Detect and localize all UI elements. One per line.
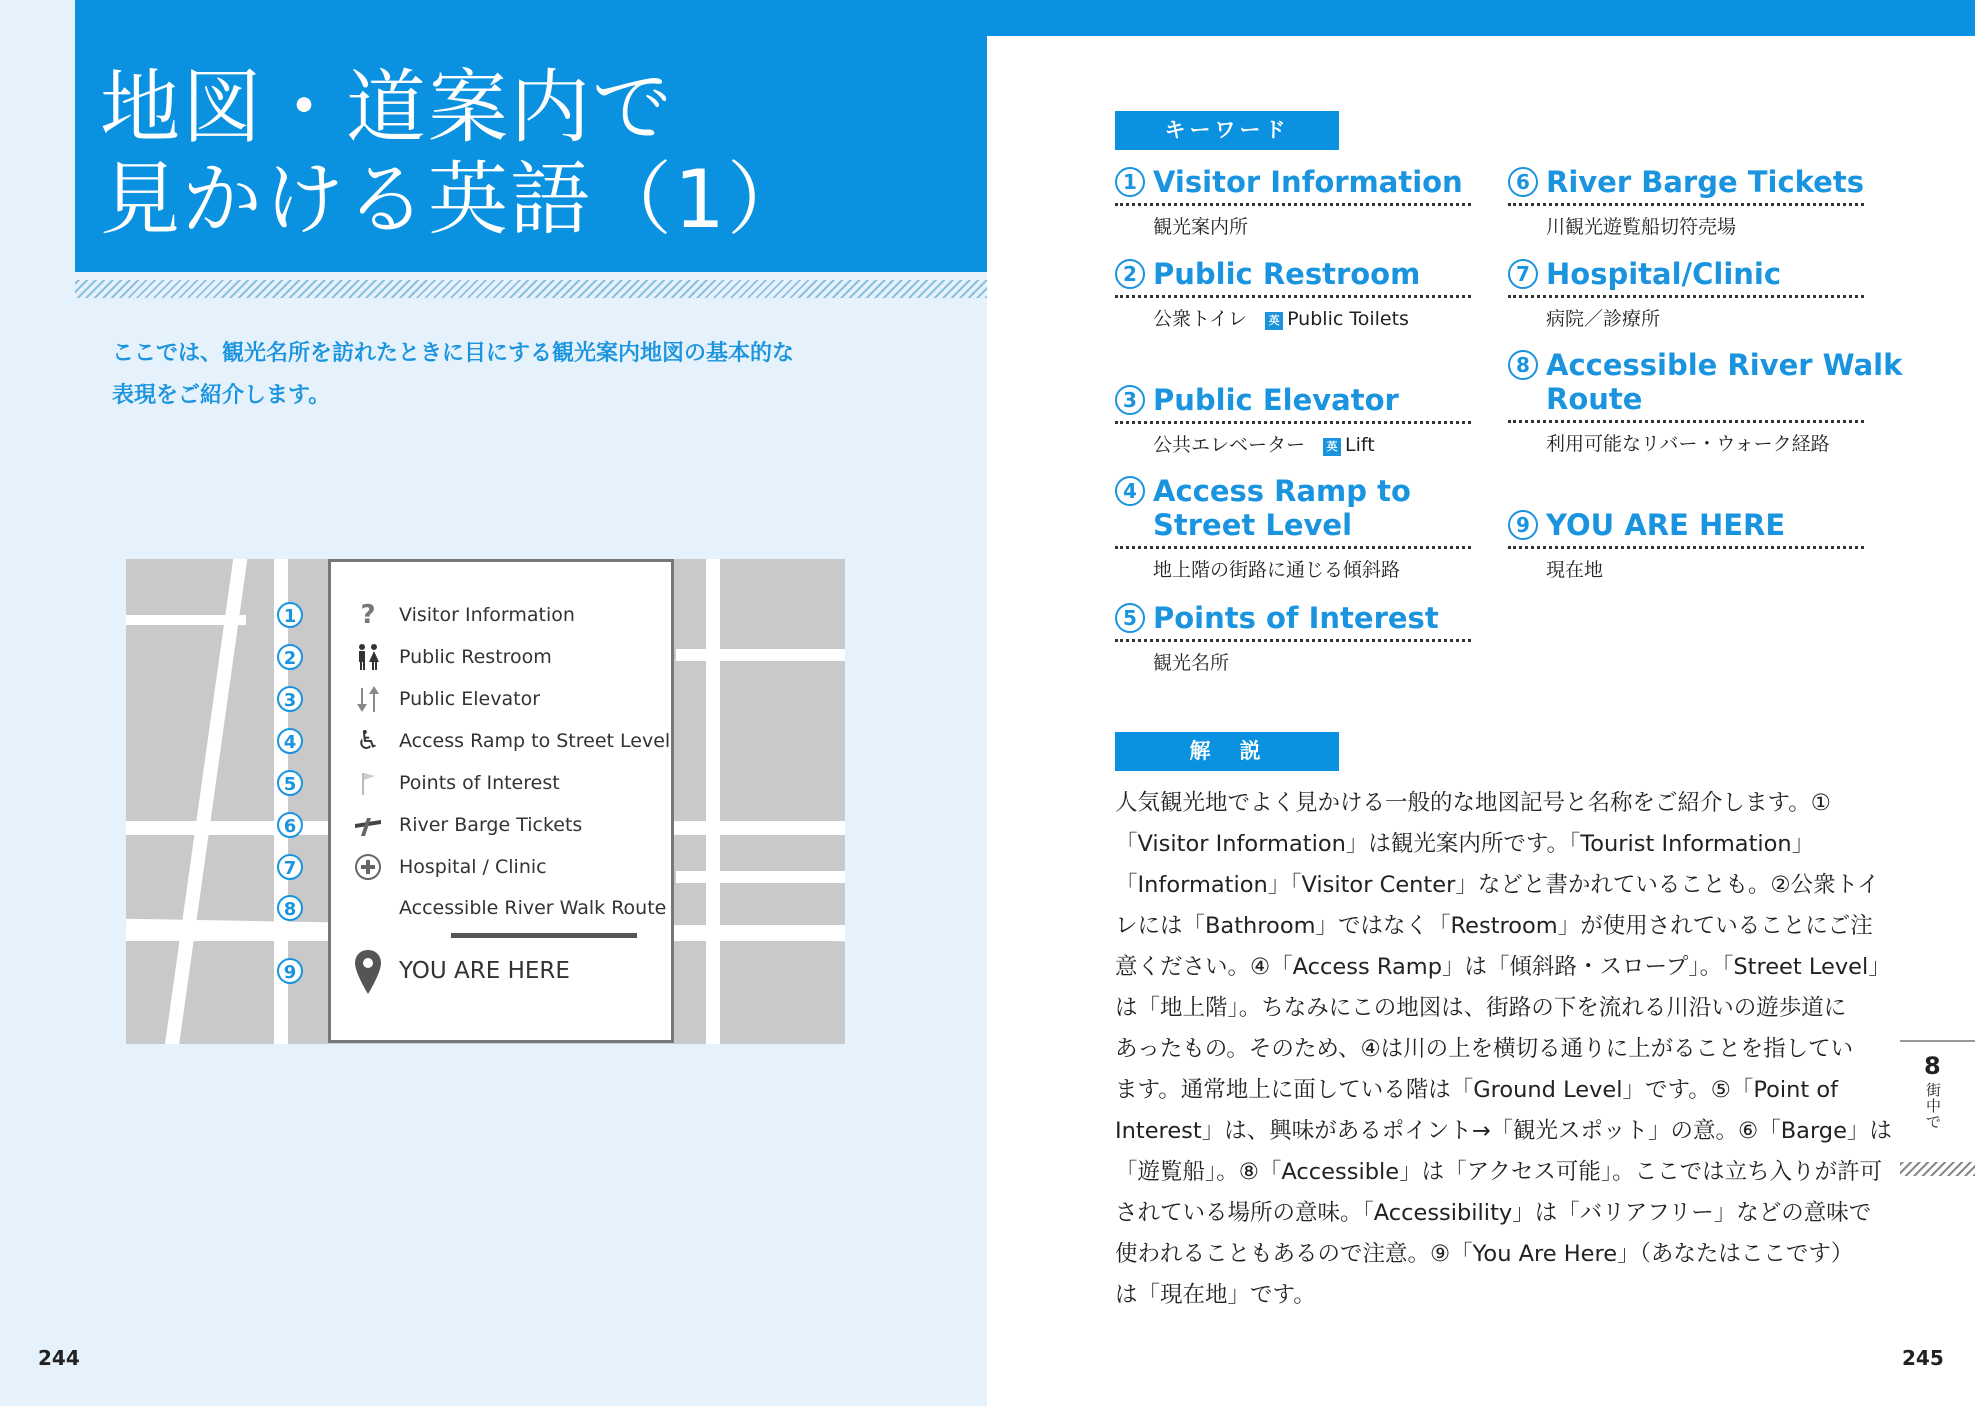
keyword-english: Visitor Information [1153,165,1463,199]
keyword-header: キーワード [1115,111,1339,150]
commentary-line: 「Information」「Visitor Center」などと書かれていることも。②公衆トイ [1115,872,1880,898]
legend-label: River Barge Tickets [399,814,583,836]
keyword-japanese: 観光名所 [1153,652,1230,674]
keyword-alt-english: Lift [1345,434,1375,456]
commentary-line: 「遊覧船」。⑧「Accessible」は「アクセス可能」。ここでは立ち入りが許可 [1115,1159,1883,1185]
map-legend [283,559,674,1043]
keyword-number: 8 [1508,350,1538,380]
medical-cross-icon [353,852,383,882]
legend-number-9: 9 [277,958,303,984]
commentary-line: 人気観光地でよく見かける一般的な地図記号と名称をご紹介します。① [1115,790,1831,816]
keyword-number: 9 [1508,510,1538,540]
legend-number-2: 2 [277,644,303,670]
keyword-number: 5 [1115,603,1145,633]
dotted-rule [1508,420,1864,423]
commentary-line: 使われることもあるので注意。⑨「You Are Here」（あなたはここです） [1115,1241,1854,1267]
keyword-number: 4 [1115,476,1145,506]
keyword-japanese: 地上階の街路に通じる傾斜路 [1153,559,1401,581]
english-alt-marker: 英 [1265,312,1283,330]
keyword-english: River Barge Tickets [1546,165,1864,199]
wheelchair-icon: ♿ [356,726,380,756]
keyword-english: YOU ARE HERE [1546,508,1786,542]
dotted-rule [1508,295,1864,298]
chapter-tab-rule [1900,1040,1975,1042]
keyword-english: Accessible River Walk [1546,348,1903,382]
keyword-entry-9 [1508,508,1864,582]
dotted-rule [1115,639,1471,642]
commentary-line: は「現在地」です。 [1115,1282,1316,1308]
legend-label: Points of Interest [399,772,560,794]
legend-number-6: 6 [277,812,303,838]
keyword-english-line-2: Route [1546,382,1643,416]
commentary-line: レには「Bathroom」ではなく「Restroom」が使用されていることにご注 [1115,913,1873,939]
intro-text-line-1: ここでは、観光名所を訪れたときに目にする観光案内地図の基本的な [112,341,795,366]
commentary-line: されている場所の意味。「Accessibility」は「バリアフリー」などの意味で [1115,1200,1872,1226]
title-hatch-divider [75,280,987,298]
question-mark-icon: ? [360,600,376,630]
keyword-entry-6 [1508,165,1864,239]
legend-label: Access Ramp to Street Level [399,730,671,752]
keyword-english: Points of Interest [1153,601,1439,635]
map-road [676,871,845,883]
keyword-japanese: 公共エレベーター [1153,434,1306,456]
legend-label: Public Restroom [399,646,552,668]
keyword-english: Hospital/Clinic [1546,257,1782,291]
legend-number-4: 4 [277,728,303,754]
legend-label: Visitor Information [399,604,575,626]
keyword-entry-1 [1115,165,1471,239]
keyword-japanese: 現在地 [1546,559,1604,581]
keyword-japanese: 病院／診療所 [1546,308,1661,330]
keyword-japanese: 観光案内所 [1153,216,1249,238]
keyword-entry-4 [1115,474,1471,582]
commentary-line: ます。通常地上に面している階は「Ground Level」です。⑤「Point of [1115,1077,1839,1103]
keyword-number: 1 [1115,167,1145,197]
map-road [676,649,845,661]
map-road [158,559,250,1044]
dotted-rule [1115,295,1471,298]
page-title-line-1: 地図・道案内で [100,61,674,154]
keyword-japanese: 川観光遊覧船切符売場 [1546,216,1737,238]
keyword-english-line-2: Street Level [1153,508,1353,542]
dotted-rule [1508,546,1864,549]
legend-label: YOU ARE HERE [399,958,570,984]
map-pin-icon [353,948,383,996]
legend-number-3: 3 [277,686,303,712]
commentary-header: 解 説 [1115,732,1339,771]
flag-icon [353,768,383,798]
legend-number-7: 7 [277,854,303,880]
river-walk-route-line [451,933,637,938]
commentary-line: は「地上階」。ちなみにこの地図は、街路の下を流れる川沿いの遊歩道に [1115,995,1847,1021]
keyword-entry-7 [1508,257,1864,331]
keyword-entry-3 [1115,383,1471,457]
keyword-number: 2 [1115,259,1145,289]
keyword-english: Public Restroom [1153,257,1421,291]
keyword-english: Access Ramp to [1153,474,1411,508]
page-number-left: 244 [38,1346,80,1370]
ticket-icon [353,810,383,840]
keyword-japanese: 利用可能なリバー・ウォーク経路 [1546,433,1830,455]
page-number-right: 245 [1902,1346,1944,1370]
legend-label: Hospital / Clinic [399,856,547,878]
intro-text-line-2: 表現をご紹介します。 [112,383,331,408]
keyword-number: 3 [1115,385,1145,415]
keyword-japanese: 公衆トイレ [1153,308,1248,330]
page-title-line-2: 見かける英語（1） [100,153,809,246]
top-accent-bar [987,0,1975,36]
commentary-line: 「Visitor Information」は観光案内所です。「Tourist Information」 [1115,831,1815,857]
dotted-rule [1115,421,1471,424]
keyword-number: 6 [1508,167,1538,197]
map-road [126,931,266,941]
chapter-label: 街中で [1926,1081,1942,1131]
english-alt-marker: 英 [1323,438,1341,456]
map-road [706,559,720,1044]
keyword-alt-english: Public Toilets [1287,308,1409,330]
keyword-number: 7 [1508,259,1538,289]
keyword-entry-8 [1508,348,1903,456]
dotted-rule [1115,203,1471,206]
legend-number-5: 5 [277,770,303,796]
chapter-tab-hatch [1900,1162,1975,1176]
chapter-number: 8 [1924,1052,1941,1080]
dotted-rule [1115,546,1471,549]
dotted-rule [1508,203,1864,206]
commentary-line: あったもの。そのため、④は川の上を横切る通りに上がることを指してい [1115,1036,1854,1062]
keyword-entry-2 [1115,257,1471,331]
elevator-arrows-icon [353,684,383,714]
keyword-english: Public Elevator [1153,383,1399,417]
commentary-line: 意ください。④「Access Ramp」は「傾斜路・スロープ」。「Street Level」 [1115,954,1891,980]
legend-label: Public Elevator [399,688,541,710]
restroom-people-icon [353,642,383,672]
commentary-line: Interest」は、興味があるポイント→「観光スポット」の意。⑥「Barge」は [1115,1118,1892,1144]
legend-label: Accessible River Walk Route [399,897,667,919]
keyword-entry-5 [1115,601,1471,675]
legend-number-8: 8 [277,895,303,921]
legend-number-1: 1 [277,602,303,628]
